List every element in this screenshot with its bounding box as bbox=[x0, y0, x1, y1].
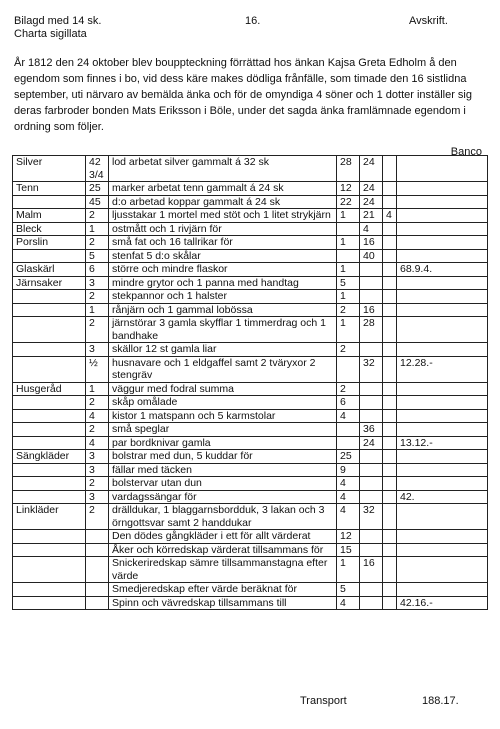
category-cell bbox=[13, 543, 86, 557]
paper-type: Charta sigillata bbox=[14, 28, 87, 40]
table-row bbox=[13, 182, 488, 196]
value-skilling-cell bbox=[360, 543, 383, 557]
value-skilling-cell: 16 bbox=[360, 236, 383, 250]
value-runstycken-cell bbox=[383, 557, 397, 583]
value-runstycken-cell bbox=[383, 396, 397, 410]
category-cell bbox=[13, 303, 86, 317]
subtotal-cell: 12.28.- bbox=[397, 356, 488, 382]
value-skilling-cell bbox=[360, 382, 383, 396]
value-runstycken-cell bbox=[383, 530, 397, 544]
value-skilling-cell: 16 bbox=[360, 303, 383, 317]
table-row bbox=[13, 317, 488, 343]
category-cell bbox=[13, 436, 86, 450]
subtotal-cell: 42.16.- bbox=[397, 596, 488, 610]
description-cell: Snickeriredskap sämre tillsammanstagna efter värde bbox=[109, 557, 337, 583]
value-runstycken-cell bbox=[383, 477, 397, 491]
value-riksdaler-cell: 4 bbox=[337, 477, 360, 491]
category-cell: Husgeråd bbox=[13, 382, 86, 396]
value-runstycken-cell: 4 bbox=[383, 209, 397, 223]
description-cell: marker arbetat tenn gammalt á 24 sk bbox=[109, 182, 337, 196]
value-riksdaler-cell bbox=[337, 436, 360, 450]
category-cell bbox=[13, 477, 86, 491]
value-skilling-cell bbox=[360, 396, 383, 410]
subtotal-cell bbox=[397, 195, 488, 209]
table-row bbox=[13, 236, 488, 250]
value-runstycken-cell bbox=[383, 263, 397, 277]
subtotal-cell bbox=[397, 382, 488, 396]
value-runstycken-cell bbox=[383, 182, 397, 196]
description-cell: ljusstakar 1 mortel med stöt och 1 litet strykjärn bbox=[109, 209, 337, 223]
value-skilling-cell: 24 bbox=[360, 195, 383, 209]
value-runstycken-cell bbox=[383, 343, 397, 357]
quantity-cell: 1 bbox=[86, 222, 109, 236]
category-cell bbox=[13, 343, 86, 357]
value-skilling-cell bbox=[360, 596, 383, 610]
value-runstycken-cell bbox=[383, 156, 397, 182]
quantity-cell: 2 bbox=[86, 290, 109, 304]
quantity-cell: 2 bbox=[86, 396, 109, 410]
value-runstycken-cell bbox=[383, 290, 397, 304]
description-cell: rånjärn och 1 gammal lobössa bbox=[109, 303, 337, 317]
value-riksdaler-cell: 2 bbox=[337, 382, 360, 396]
inventory-body bbox=[13, 156, 488, 610]
value-runstycken-cell bbox=[383, 276, 397, 290]
table-row bbox=[13, 490, 488, 504]
value-runstycken-cell bbox=[383, 303, 397, 317]
quantity-cell: 1 bbox=[86, 303, 109, 317]
description-cell: Den dödes gångkläder i ett för allt värderat bbox=[109, 530, 337, 544]
value-skilling-cell bbox=[360, 490, 383, 504]
quantity-cell: 5 bbox=[86, 249, 109, 263]
subtotal-cell bbox=[397, 222, 488, 236]
description-cell: skåp omålade bbox=[109, 396, 337, 410]
value-runstycken-cell bbox=[383, 317, 397, 343]
value-runstycken-cell bbox=[383, 195, 397, 209]
value-skilling-cell bbox=[360, 477, 383, 491]
description-cell: skällor 12 st gamla liar bbox=[109, 343, 337, 357]
value-runstycken-cell bbox=[383, 236, 397, 250]
table-row bbox=[13, 543, 488, 557]
value-runstycken-cell bbox=[383, 249, 397, 263]
quantity-cell: 3 bbox=[86, 450, 109, 464]
subtotal-cell bbox=[397, 504, 488, 530]
value-runstycken-cell bbox=[383, 596, 397, 610]
value-riksdaler-cell: 6 bbox=[337, 396, 360, 410]
value-riksdaler-cell: 1 bbox=[337, 236, 360, 250]
table-row bbox=[13, 557, 488, 583]
value-runstycken-cell bbox=[383, 423, 397, 437]
header-left bbox=[14, 15, 101, 41]
quantity-cell: 45 bbox=[86, 195, 109, 209]
subtotal-cell: 42. bbox=[397, 490, 488, 504]
subtotal-cell bbox=[397, 236, 488, 250]
value-riksdaler-cell: 4 bbox=[337, 596, 360, 610]
table-row bbox=[13, 249, 488, 263]
value-runstycken-cell bbox=[383, 504, 397, 530]
value-runstycken-cell bbox=[383, 382, 397, 396]
category-cell bbox=[13, 530, 86, 544]
transport-total: 188.17. bbox=[422, 695, 459, 707]
subtotal-cell bbox=[397, 450, 488, 464]
value-riksdaler-cell: 15 bbox=[337, 543, 360, 557]
value-skilling-cell bbox=[360, 263, 383, 277]
value-skilling-cell bbox=[360, 343, 383, 357]
subtotal-cell bbox=[397, 543, 488, 557]
subtotal-cell bbox=[397, 557, 488, 583]
description-cell: lod arbetat silver gammalt á 32 sk bbox=[109, 156, 337, 182]
value-riksdaler-cell: 1 bbox=[337, 557, 360, 583]
value-skilling-cell bbox=[360, 463, 383, 477]
description-cell: husnavare och 1 eldgaffel samt 2 tväryxor 2 stengräv bbox=[109, 356, 337, 382]
value-riksdaler-cell bbox=[337, 423, 360, 437]
page-number: 16. bbox=[245, 15, 261, 27]
description-cell: vardagssängar för bbox=[109, 490, 337, 504]
subtotal-cell bbox=[397, 409, 488, 423]
value-skilling-cell: 28 bbox=[360, 317, 383, 343]
description-cell: bolstrar med dun, 5 kuddar för bbox=[109, 450, 337, 464]
value-skilling-cell: 40 bbox=[360, 249, 383, 263]
value-skilling-cell: 24 bbox=[360, 436, 383, 450]
transport-label: Transport bbox=[300, 695, 347, 707]
table-row bbox=[13, 530, 488, 544]
category-cell: Bleck bbox=[13, 222, 86, 236]
quantity-cell: 2 bbox=[86, 504, 109, 530]
table-row bbox=[13, 409, 488, 423]
value-skilling-cell: 32 bbox=[360, 356, 383, 382]
quantity-cell bbox=[86, 583, 109, 597]
quantity-cell: 2 bbox=[86, 423, 109, 437]
description-cell: drälldukar, 1 blaggarnsbordduk, 3 lakan och 3 örngottsvar samt 2 handdukar bbox=[109, 504, 337, 530]
quantity-cell bbox=[86, 543, 109, 557]
table-row bbox=[13, 504, 488, 530]
description-cell: stenfat 5 d:o skålar bbox=[109, 249, 337, 263]
category-cell bbox=[13, 396, 86, 410]
value-runstycken-cell bbox=[383, 583, 397, 597]
value-skilling-cell: 32 bbox=[360, 504, 383, 530]
table-row bbox=[13, 396, 488, 410]
category-cell bbox=[13, 490, 86, 504]
intro-paragraph: År 1812 den 24 oktober blev bouppteckning förrättad hos änkan Kajsa Greta Edholm å den egendom som finnes i bo, vid dess käre makes dödliga frånfälle, som timade den 16 sistlidna september, uti närvaro av bemälda änka och för de omyndiga 4 söner och 1 dotter inställer sig deras farbroder bonden Mats Eriksson i Böle, under det sagda änka framlämnade egendom i ordning som följer. bbox=[14, 57, 472, 133]
quantity-cell: 3 bbox=[86, 343, 109, 357]
value-riksdaler-cell: 2 bbox=[337, 343, 360, 357]
quantity-cell: ½ bbox=[86, 356, 109, 382]
table-row bbox=[13, 263, 488, 277]
value-skilling-cell bbox=[360, 290, 383, 304]
description-cell: kistor 1 matspann och 5 karmstolar bbox=[109, 409, 337, 423]
value-runstycken-cell bbox=[383, 543, 397, 557]
value-skilling-cell bbox=[360, 276, 383, 290]
description-cell: Åker och körredskap värderat tillsammans för bbox=[109, 543, 337, 557]
category-cell bbox=[13, 356, 86, 382]
table-row bbox=[13, 436, 488, 450]
value-skilling-cell: 4 bbox=[360, 222, 383, 236]
table-row bbox=[13, 222, 488, 236]
quantity-cell bbox=[86, 530, 109, 544]
table-row bbox=[13, 303, 488, 317]
table-row bbox=[13, 583, 488, 597]
value-riksdaler-cell: 1 bbox=[337, 209, 360, 223]
quantity-cell: 2 bbox=[86, 236, 109, 250]
category-cell: Porslin bbox=[13, 236, 86, 250]
value-skilling-cell bbox=[360, 409, 383, 423]
value-skilling-cell: 24 bbox=[360, 182, 383, 196]
value-riksdaler-cell: 4 bbox=[337, 409, 360, 423]
category-cell bbox=[13, 409, 86, 423]
subtotal-cell bbox=[397, 182, 488, 196]
subtotal-cell: 13.12.- bbox=[397, 436, 488, 450]
table-row bbox=[13, 596, 488, 610]
category-cell bbox=[13, 463, 86, 477]
table-row bbox=[13, 382, 488, 396]
subtotal-cell bbox=[397, 303, 488, 317]
value-runstycken-cell bbox=[383, 222, 397, 236]
quantity-cell bbox=[86, 596, 109, 610]
value-riksdaler-cell: 12 bbox=[337, 182, 360, 196]
description-cell: större och mindre flaskor bbox=[109, 263, 337, 277]
value-riksdaler-cell: 9 bbox=[337, 463, 360, 477]
subtotal-cell bbox=[397, 209, 488, 223]
quantity-cell: 4 bbox=[86, 409, 109, 423]
quantity-cell: 2 bbox=[86, 209, 109, 223]
subtotal-cell bbox=[397, 156, 488, 182]
value-riksdaler-cell: 12 bbox=[337, 530, 360, 544]
description-cell: väggur med fodral summa bbox=[109, 382, 337, 396]
subtotal-cell: 68.9.4. bbox=[397, 263, 488, 277]
currency-label: Banco bbox=[450, 146, 482, 158]
description-cell: små fat och 16 tallrikar för bbox=[109, 236, 337, 250]
category-cell: Sängkläder bbox=[13, 450, 86, 464]
value-runstycken-cell bbox=[383, 490, 397, 504]
quantity-cell: 2 bbox=[86, 477, 109, 491]
category-cell: Järnsaker bbox=[13, 276, 86, 290]
category-cell bbox=[13, 249, 86, 263]
quantity-cell bbox=[86, 557, 109, 583]
subtotal-cell bbox=[397, 530, 488, 544]
description-cell: par bordknivar gamla bbox=[109, 436, 337, 450]
value-riksdaler-cell: 22 bbox=[337, 195, 360, 209]
table-row bbox=[13, 423, 488, 437]
inventory-table bbox=[12, 155, 488, 610]
category-cell bbox=[13, 423, 86, 437]
subtotal-cell bbox=[397, 583, 488, 597]
description-cell: fällar med täcken bbox=[109, 463, 337, 477]
table-row bbox=[13, 290, 488, 304]
value-skilling-cell bbox=[360, 530, 383, 544]
quantity-cell: 3 bbox=[86, 490, 109, 504]
subtotal-cell bbox=[397, 396, 488, 410]
value-runstycken-cell bbox=[383, 463, 397, 477]
subtotal-cell bbox=[397, 317, 488, 343]
description-cell: ostmått och 1 rivjärn för bbox=[109, 222, 337, 236]
category-cell bbox=[13, 557, 86, 583]
subtotal-cell bbox=[397, 463, 488, 477]
description-cell: Spinn och vävredskap tillsammans till bbox=[109, 596, 337, 610]
value-riksdaler-cell: 25 bbox=[337, 450, 360, 464]
category-cell bbox=[13, 317, 86, 343]
value-runstycken-cell bbox=[383, 436, 397, 450]
value-riksdaler-cell bbox=[337, 222, 360, 236]
value-riksdaler-cell: 1 bbox=[337, 263, 360, 277]
value-riksdaler-cell: 4 bbox=[337, 490, 360, 504]
description-cell: mindre grytor och 1 panna med handtag bbox=[109, 276, 337, 290]
category-cell bbox=[13, 583, 86, 597]
subtotal-cell bbox=[397, 249, 488, 263]
category-cell: Tenn bbox=[13, 182, 86, 196]
value-runstycken-cell bbox=[383, 450, 397, 464]
value-riksdaler-cell bbox=[337, 249, 360, 263]
quantity-cell: 6 bbox=[86, 263, 109, 277]
value-skilling-cell: 24 bbox=[360, 156, 383, 182]
category-cell bbox=[13, 596, 86, 610]
table-row bbox=[13, 156, 488, 182]
table-row bbox=[13, 343, 488, 357]
subtotal-cell bbox=[397, 343, 488, 357]
quantity-cell: 25 bbox=[86, 182, 109, 196]
stamp-note: Bilagd med 14 sk. bbox=[14, 15, 102, 27]
value-riksdaler-cell bbox=[337, 356, 360, 382]
value-riksdaler-cell: 5 bbox=[337, 276, 360, 290]
table-row bbox=[13, 450, 488, 464]
table-row bbox=[13, 463, 488, 477]
copy-label: Avskrift. bbox=[409, 15, 448, 27]
quantity-cell: 4 bbox=[86, 436, 109, 450]
subtotal-cell bbox=[397, 290, 488, 304]
value-skilling-cell: 21 bbox=[360, 209, 383, 223]
description-cell: stekpannor och 1 halster bbox=[109, 290, 337, 304]
value-skilling-cell bbox=[360, 583, 383, 597]
value-riksdaler-cell: 5 bbox=[337, 583, 360, 597]
category-cell bbox=[13, 195, 86, 209]
description-cell: järnstörar 3 gamla skyfflar 1 timmerdrag och 1 bandhake bbox=[109, 317, 337, 343]
quantity-cell: 42 3/4 bbox=[86, 156, 109, 182]
subtotal-cell bbox=[397, 477, 488, 491]
table-row bbox=[13, 276, 488, 290]
description-cell: Smedjeredskap efter värde beräknat för bbox=[109, 583, 337, 597]
description-cell: d:o arbetad koppar gammalt á 24 sk bbox=[109, 195, 337, 209]
table-row bbox=[13, 356, 488, 382]
value-skilling-cell: 36 bbox=[360, 423, 383, 437]
quantity-cell: 2 bbox=[86, 317, 109, 343]
category-cell: Linkläder bbox=[13, 504, 86, 530]
table-row bbox=[13, 477, 488, 491]
value-riksdaler-cell: 1 bbox=[337, 317, 360, 343]
subtotal-cell bbox=[397, 276, 488, 290]
quantity-cell: 3 bbox=[86, 276, 109, 290]
table-row bbox=[13, 195, 488, 209]
value-riksdaler-cell: 4 bbox=[337, 504, 360, 530]
value-skilling-cell: 16 bbox=[360, 557, 383, 583]
description-cell: små speglar bbox=[109, 423, 337, 437]
category-cell: Silver bbox=[13, 156, 86, 182]
subtotal-cell bbox=[397, 423, 488, 437]
value-riksdaler-cell: 1 bbox=[337, 290, 360, 304]
category-cell: Malm bbox=[13, 209, 86, 223]
value-runstycken-cell bbox=[383, 409, 397, 423]
value-riksdaler-cell: 2 bbox=[337, 303, 360, 317]
table-row bbox=[13, 209, 488, 223]
value-riksdaler-cell: 28 bbox=[337, 156, 360, 182]
value-runstycken-cell bbox=[383, 356, 397, 382]
value-skilling-cell bbox=[360, 450, 383, 464]
category-cell: Glaskärl bbox=[13, 263, 86, 277]
description-cell: bolstervar utan dun bbox=[109, 477, 337, 491]
quantity-cell: 1 bbox=[86, 382, 109, 396]
category-cell bbox=[13, 290, 86, 304]
quantity-cell: 3 bbox=[86, 463, 109, 477]
